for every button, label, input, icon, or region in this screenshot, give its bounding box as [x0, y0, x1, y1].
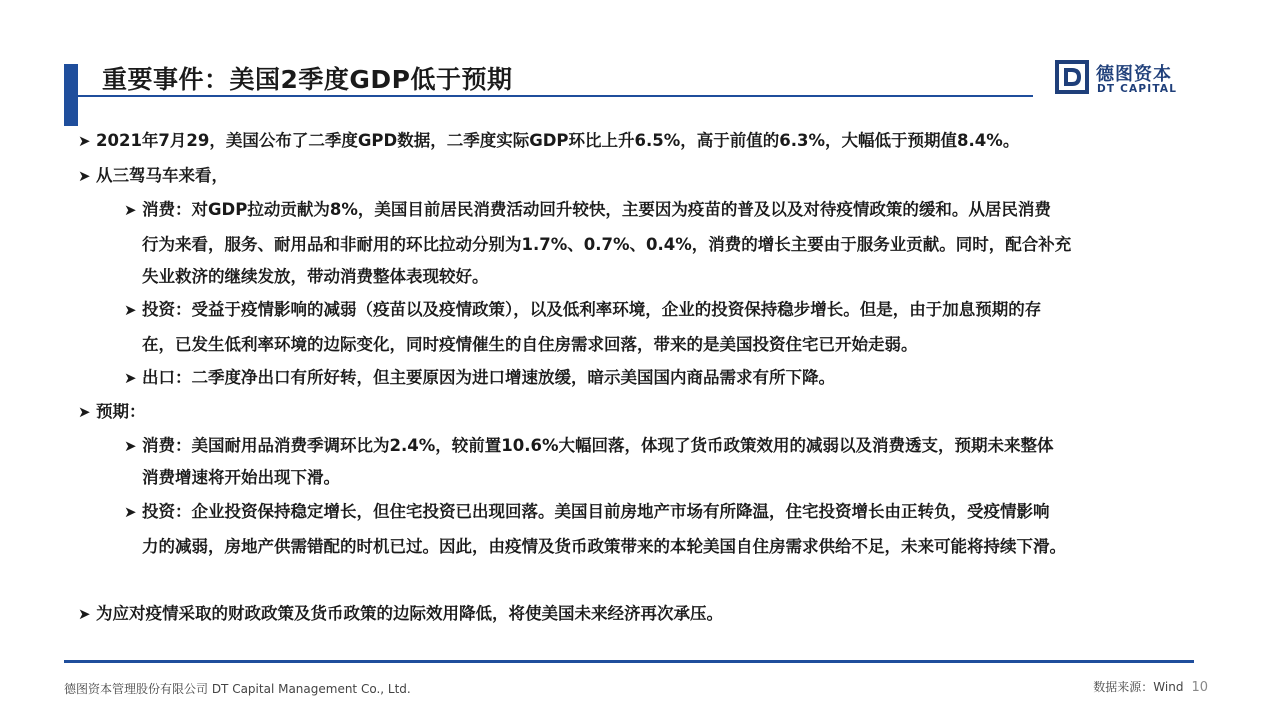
list-item [124, 194, 1051, 226]
bullet-text-continued: 行为来看，服务、耐用品和非耐用的环比拉动分别为1.7%、0.7%、0.4%，消费的增长主要由于服务业贡献。同时，配合补充 [142, 235, 1072, 254]
footer-company: 德图资本管理股份有限公司 DT Capital Management Co., Ltd. [64, 682, 411, 696]
arrow-bullet-icon: ➤ [78, 403, 91, 421]
arrow-bullet-icon: ➤ [78, 605, 91, 623]
bullet-text: 出口：二季度净出口有所好转，但主要原因为进口增速放缓，暗示美国国内商品需求有所下降。 [142, 368, 835, 387]
arrow-bullet-icon: ➤ [124, 201, 137, 219]
arrow-bullet-icon: ➤ [78, 167, 91, 185]
footer-divider [64, 660, 1194, 663]
bullet-text-continued: 力的减弱，房地产供需错配的时机已过。因此，由疫情及货币政策带来的本轮美国自住房需求供给不足，未来可能将持续下滑。 [142, 537, 1066, 556]
bullet-text-continued: 消费增速将开始出现下滑。 [142, 468, 340, 487]
list-item [78, 160, 228, 192]
bullet-text: 预期： [96, 402, 146, 421]
title-underline [78, 95, 1033, 97]
bullet-text: 从三驾马车来看， [96, 166, 228, 185]
title-accent-bar [64, 64, 78, 126]
list-item [124, 362, 835, 394]
bullet-text: 消费：对GDP拉动贡献为8%，美国目前居民消费活动回升较快，主要因为疫苗的普及以及对待疫情政策的缓和。从居民消费 [142, 200, 1051, 219]
arrow-bullet-icon: ➤ [124, 503, 137, 521]
arrow-bullet-icon: ➤ [78, 132, 91, 150]
list-item [78, 396, 146, 428]
data-source: 数据来源：Wind [1093, 680, 1184, 694]
list-item [124, 294, 1041, 326]
bullet-text: 消费：美国耐用品消费季调环比为2.4%，较前置10.6%大幅回落，体现了货币政策效用的减弱以及消费透支，预期未来整体 [142, 436, 1054, 455]
page-number: 10 [1191, 680, 1208, 695]
logo-english-name: DT CAPITAL [1097, 83, 1178, 95]
page-title: 重要事件：美国2季度GDP低于预期 [102, 65, 513, 94]
brand-logo [1055, 60, 1185, 98]
list-item [78, 598, 723, 630]
bullet-text-continued: 失业救济的继续发放，带动消费整体表现较好。 [142, 267, 489, 286]
bullet-text: 投资：受益于疫情影响的减弱（疫苗以及疫情政策），以及低利率环境，企业的投资保持稳步增长。但是，由于加息预期的存 [142, 300, 1042, 319]
list-item [124, 430, 1054, 462]
bullet-text-continued: 在，已发生低利率环境的边际变化，同时疫情催生的自住房需求回落，带来的是美国投资住宅已开始走弱。 [142, 335, 918, 354]
bullet-text: 投资：企业投资保持稳定增长，但住宅投资已出现回落。美国目前房地产市场有所降温，住宅投资增长由正转负，受疫情影响 [142, 502, 1050, 521]
arrow-bullet-icon: ➤ [124, 301, 137, 319]
list-item [124, 496, 1050, 528]
arrow-bullet-icon: ➤ [124, 369, 137, 387]
footer-source [1093, 678, 1208, 695]
list-item [78, 125, 1019, 157]
logo-chinese-name: 德图资本 [1096, 64, 1172, 85]
bullet-text: 2021年7月29，美国公布了二季度GPD数据，二季度实际GDP环比上升6.5%，高于前值的6.3%，大幅低于预期值8.4%。 [96, 131, 1020, 150]
arrow-bullet-icon: ➤ [124, 437, 137, 455]
dt-logo-icon [1055, 60, 1089, 94]
bullet-text: 为应对疫情采取的财政政策及货币政策的边际效用降低，将使美国未来经济再次承压。 [96, 604, 723, 623]
